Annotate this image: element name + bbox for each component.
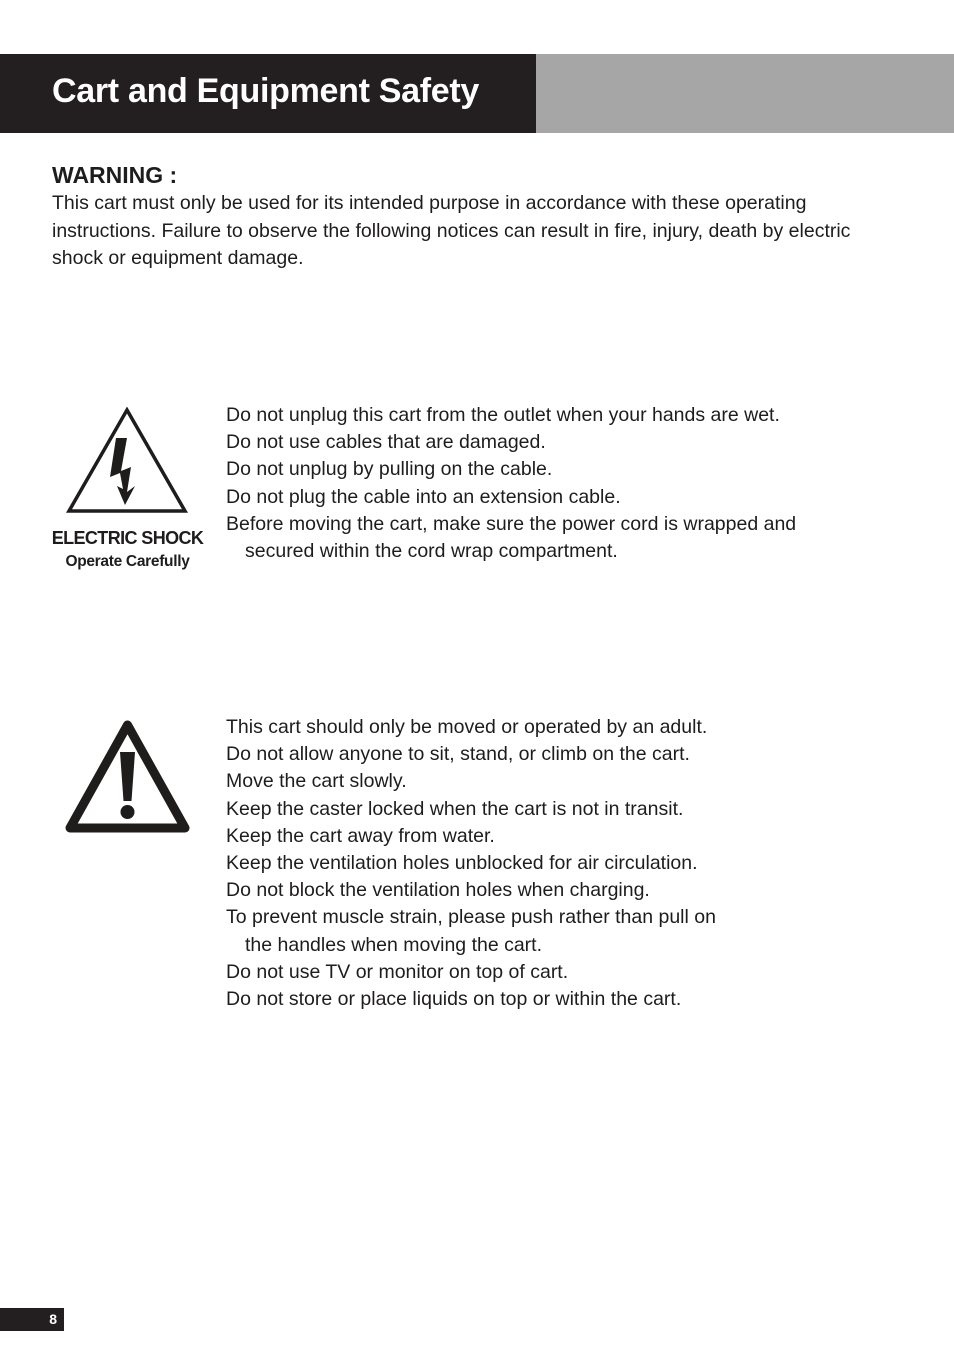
list-item: To prevent muscle strain, please push rather than pull on the handles when moving the cart. — [226, 906, 716, 956]
header-accent-bar — [536, 54, 954, 133]
electric-shock-sublabel: Operate Carefully — [65, 553, 190, 570]
list-item: Do not use cables that are damaged. — [226, 431, 546, 454]
electric-safety-list — [226, 402, 855, 565]
exclamation-warning-icon — [64, 719, 191, 834]
list-item: Do not unplug by pulling on the cable. — [226, 458, 553, 481]
warning-heading: WARNING : — [52, 162, 178, 188]
list-item: Keep the caster locked when the cart is not in transit. — [226, 797, 684, 820]
list-item: Do not use TV or monitor on top of cart. — [226, 960, 569, 983]
electric-shock-label: ELECTRIC SHOCK — [51, 528, 204, 548]
list-item: Move the cart slowly. — [226, 770, 407, 793]
general-safety-list — [226, 714, 745, 1013]
list-item: Do not store or place liquids on top or within the cart. — [226, 988, 682, 1011]
list-item: Do not plug the cable into an extension cable. — [226, 485, 621, 508]
list-item: Do not block the ventilation holes when charging. — [226, 879, 650, 902]
list-item: Keep the cart away from water. — [226, 824, 495, 847]
list-item: Keep the ventilation holes unblocked for air circulation. — [226, 852, 698, 875]
list-item: Before moving the cart, make sure the power cord is wrapped and secured within the cord wrap compartment. — [226, 512, 797, 563]
warning-text: This cart must only be used for its intended purpose in accordance with these operating instructions. Failure to observe the following notices can result in fire, injury, death by electric shock or equipment damage. — [52, 192, 851, 269]
page-number: 8 — [49, 1311, 57, 1327]
list-item: This cart should only be moved or operated by an adult. — [226, 716, 708, 738]
list-item: Do not allow anyone to sit, stand, or climb on the cart. — [226, 743, 690, 766]
high-voltage-warning-icon — [66, 407, 188, 515]
page-title: Cart and Equipment Safety — [52, 72, 480, 110]
list-item: Do not unplug this cart from the outlet when your hands are wet. — [226, 404, 780, 426]
